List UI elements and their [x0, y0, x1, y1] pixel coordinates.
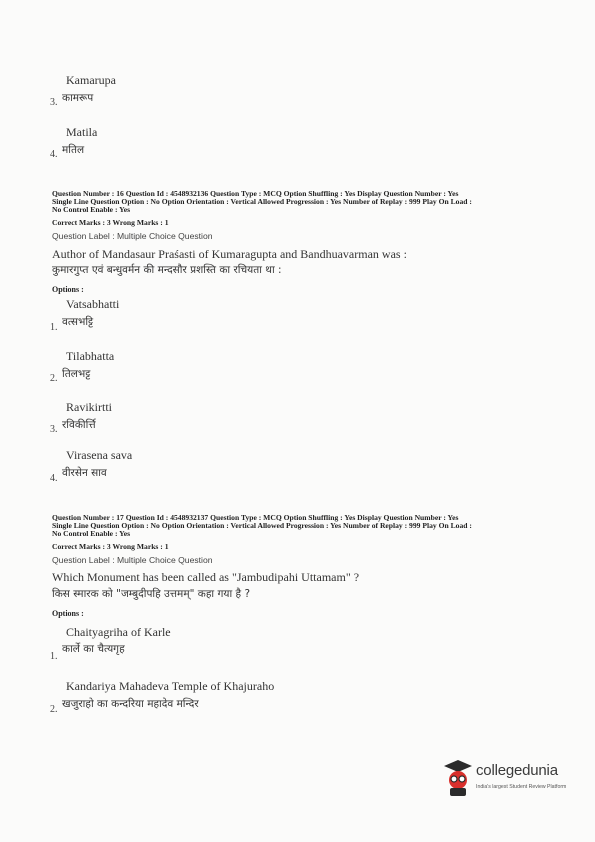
- option-number: 2.: [50, 373, 58, 384]
- option-text-hi: मतिल: [62, 144, 85, 156]
- question-marks: Correct Marks : 3 Wrong Marks : 1: [52, 542, 169, 551]
- options-heading: Options :: [52, 285, 84, 294]
- collegedunia-logo: [440, 756, 590, 806]
- option-text-hi: वत्सभट्टि: [62, 316, 94, 328]
- logo-wordmark: collegedunia: [476, 762, 558, 779]
- question-text-hi: कुमारगुप्त एवं बन्धुवर्मन की मन्दसौर प्रशस्ति का रचियता था :: [52, 264, 282, 276]
- option-text-en: Virasena sava: [66, 448, 133, 462]
- question-label: Question Label : Multiple Choice Question: [52, 231, 213, 241]
- option-number: 4.: [50, 149, 58, 160]
- option-text-en: Kandariya Mahadeva Temple of Khajuraho: [66, 679, 275, 693]
- option-number: 3.: [50, 97, 58, 108]
- question-text-hi: किस स्मारक को "जम्बुदीपहि उत्तमम्" कहा गया है ?: [52, 588, 251, 600]
- option-text-hi: तिलभट्ट: [62, 368, 91, 380]
- option-number: 2.: [50, 704, 58, 715]
- option-number: 1.: [50, 651, 58, 662]
- options-heading: Options :: [52, 609, 84, 618]
- mascot-icon: [440, 756, 476, 798]
- option-number: 3.: [50, 424, 58, 435]
- question-marks: Correct Marks : 3 Wrong Marks : 1: [52, 218, 169, 227]
- option-text-en: Kamarupa: [66, 73, 116, 87]
- question-meta-line: No Control Enable : Yes: [52, 529, 131, 538]
- question-label: Question Label : Multiple Choice Question: [52, 555, 213, 565]
- option-text-en: Ravikirtti: [66, 400, 112, 414]
- option-text-hi: वीरसेन साव: [62, 467, 107, 479]
- question-text-en: Which Monument has been called as "Jambudipahi Uttamam" ?: [52, 570, 360, 584]
- option-text-hi: खजुराहो का कन्दरिया महादेव मन्दिर: [62, 698, 199, 710]
- option-text-en: Vatsabhatti: [66, 297, 120, 311]
- question-meta-line: Question Number : 17 Question Id : 4548932137 Question Type : MCQ Option Shuffling : Yes Display Question Number : Yes: [52, 513, 459, 522]
- option-text-hi: रविकीर्त्ति: [62, 419, 96, 431]
- option-text-hi: कार्ले का चैत्यगृह: [62, 643, 125, 655]
- question-meta-line: Single Line Question Option : No Option Orientation : Vertical Allowed Progression : Yes Number of Replay : 999 Play On Load :: [52, 521, 472, 530]
- question-meta-line: Single Line Question Option : No Option Orientation : Vertical Allowed Progression : Yes Number of Replay : 999 Play On Load :: [52, 197, 472, 206]
- question-meta-line: No Control Enable : Yes: [52, 205, 131, 214]
- option-text-en: Chaityagriha of Karle: [66, 625, 171, 639]
- logo-tagline: India's largest Student Review Platform: [476, 784, 567, 790]
- option-text-en: Tilabhatta: [66, 349, 115, 363]
- question-text-en: Author of Mandasaur Praśasti of Kumaragupta and Bandhuavarman was :: [52, 247, 407, 261]
- option-number: 4.: [50, 473, 58, 484]
- question-meta-line: Question Number : 16 Question Id : 4548932136 Question Type : MCQ Option Shuffling : Yes Display Question Number : Yes: [52, 189, 459, 198]
- option-number: 1.: [50, 322, 58, 333]
- option-text-hi: कामरूप: [62, 92, 94, 104]
- option-text-en: Matila: [66, 125, 98, 139]
